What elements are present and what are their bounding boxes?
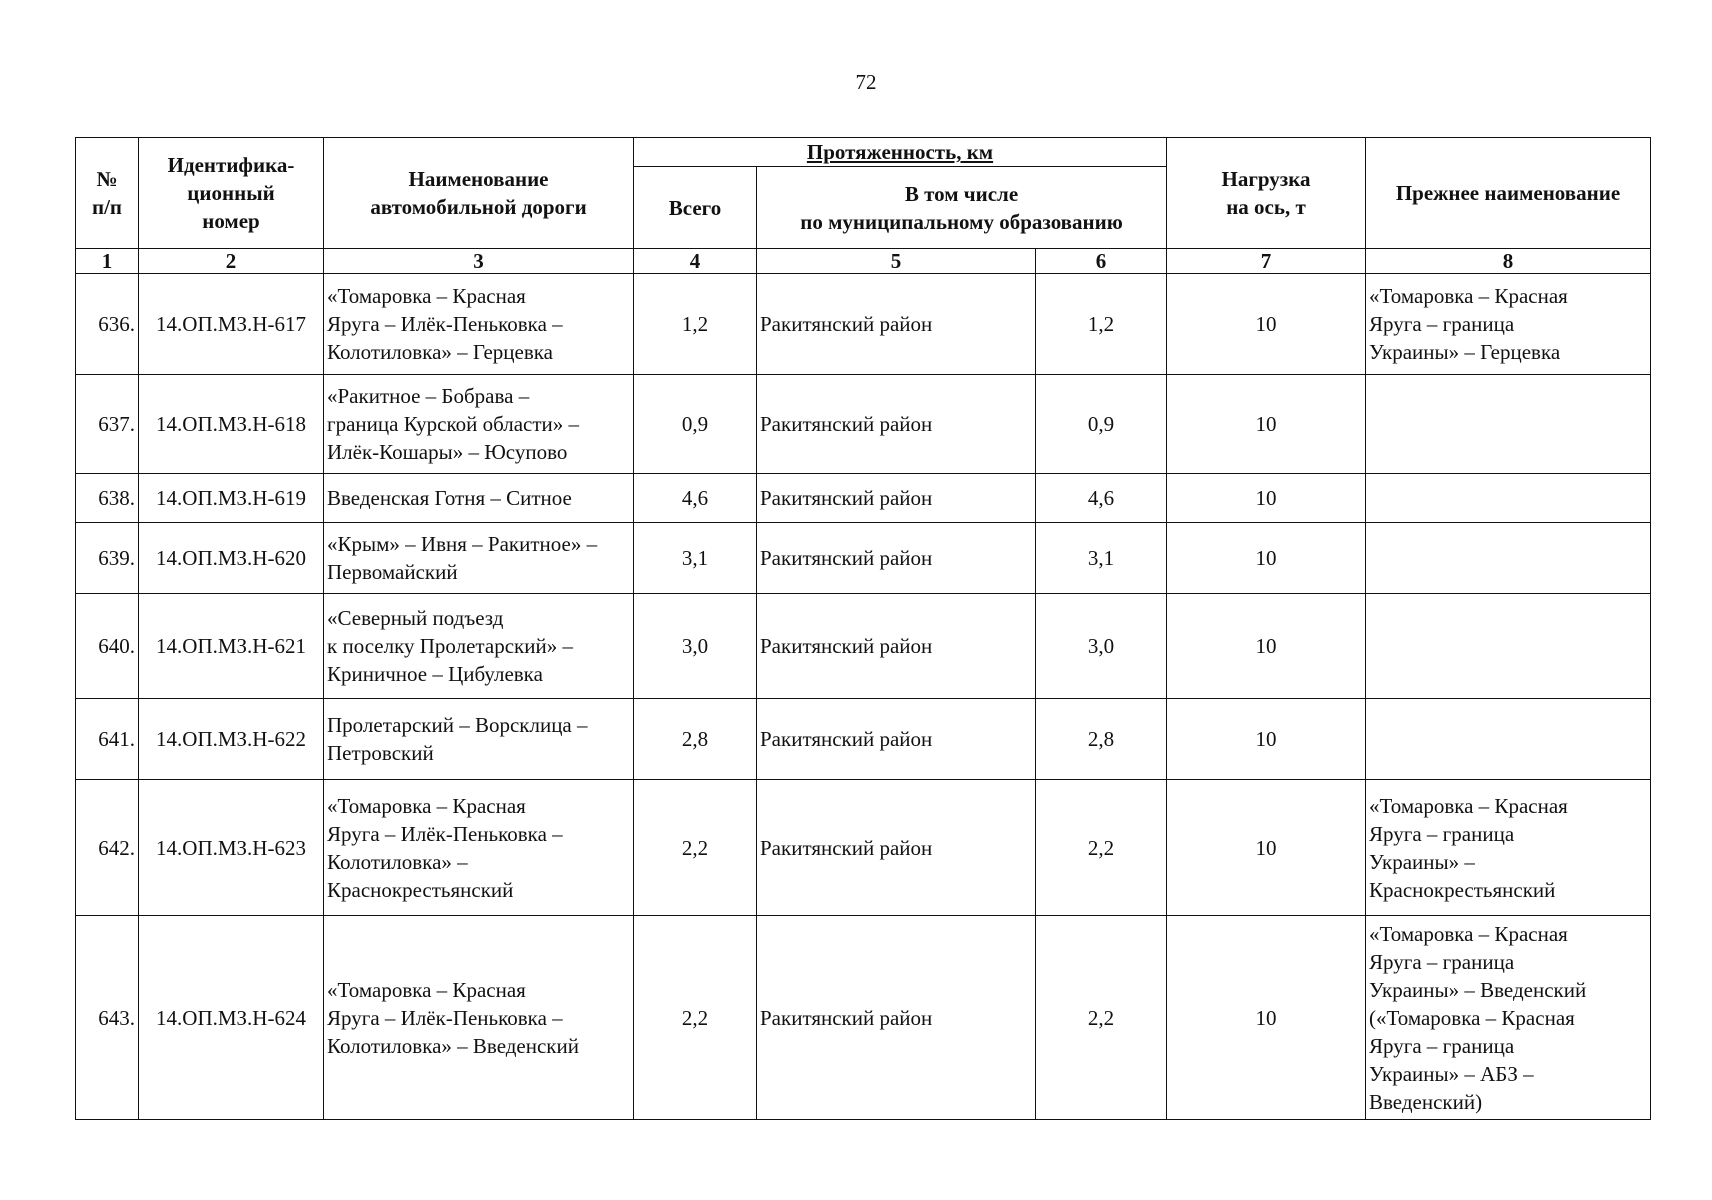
header-num: № п/п	[76, 138, 139, 249]
row-number: 642.	[76, 780, 139, 916]
length-total: 0,9	[634, 375, 757, 474]
previous-name	[1366, 474, 1651, 523]
axle-load: 10	[1167, 699, 1366, 780]
road-id: 14.ОП.МЗ.Н-623	[139, 780, 324, 916]
axle-load: 10	[1167, 474, 1366, 523]
road-name: Введенская Готня – Ситное	[324, 474, 634, 523]
row-number: 643.	[76, 916, 139, 1120]
road-name: «Томаровка – Красная Яруга – Илёк-Пеньковка – Колотиловка» – Герцевка	[324, 274, 634, 375]
road-name: «Томаровка – Красная Яруга – Илёк-Пеньковка – Колотиловка» – Введенский	[324, 916, 634, 1120]
row-number: 636.	[76, 274, 139, 375]
table-row	[76, 375, 1651, 474]
column-number: 3	[324, 249, 634, 274]
road-name: «Северный подъезд к поселку Пролетарский» – Криничное – Цибулевка	[324, 594, 634, 699]
length-total: 1,2	[634, 274, 757, 375]
header-total: Всего	[634, 167, 757, 249]
municipality: Ракитянский район	[757, 699, 1036, 780]
table-row	[76, 780, 1651, 916]
header-municipal: В том числе по муниципальному образованию	[757, 167, 1167, 249]
column-number: 7	[1167, 249, 1366, 274]
municipal-length: 2,2	[1036, 916, 1167, 1120]
previous-name	[1366, 523, 1651, 594]
municipality: Ракитянский район	[757, 523, 1036, 594]
length-total: 2,2	[634, 780, 757, 916]
municipal-length: 0,9	[1036, 375, 1167, 474]
length-total: 3,0	[634, 594, 757, 699]
road-name: «Ракитное – Бобрава – граница Курской области» – Илёк-Кошары» – Юсупово	[324, 375, 634, 474]
row-number: 641.	[76, 699, 139, 780]
length-total: 4,6	[634, 474, 757, 523]
municipal-length: 2,8	[1036, 699, 1167, 780]
municipality: Ракитянский район	[757, 594, 1036, 699]
table-row	[76, 523, 1651, 594]
row-number: 637.	[76, 375, 139, 474]
length-total: 2,2	[634, 916, 757, 1120]
header-previous: Прежнее наименование	[1366, 138, 1651, 249]
table-row	[76, 274, 1651, 375]
municipality: Ракитянский район	[757, 274, 1036, 375]
header-length-group: Протяженность, км	[634, 138, 1167, 167]
municipality: Ракитянский район	[757, 375, 1036, 474]
municipal-length: 2,2	[1036, 780, 1167, 916]
road-name: «Крым» – Ивня – Ракитное» – Первомайский	[324, 523, 634, 594]
length-total: 3,1	[634, 523, 757, 594]
previous-name	[1366, 375, 1651, 474]
column-number: 4	[634, 249, 757, 274]
axle-load: 10	[1167, 523, 1366, 594]
header-id: Идентифика- ционный номер	[139, 138, 324, 249]
road-id: 14.ОП.МЗ.Н-622	[139, 699, 324, 780]
header-load: Нагрузка на ось, т	[1167, 138, 1366, 249]
axle-load: 10	[1167, 594, 1366, 699]
previous-name: «Томаровка – Красная Яруга – граница Украины» – Герцевка	[1366, 274, 1651, 375]
municipal-length: 1,2	[1036, 274, 1167, 375]
previous-name	[1366, 594, 1651, 699]
road-id: 14.ОП.МЗ.Н-621	[139, 594, 324, 699]
row-number: 639.	[76, 523, 139, 594]
table-row	[76, 594, 1651, 699]
road-id: 14.ОП.МЗ.Н-624	[139, 916, 324, 1120]
road-name: «Томаровка – Красная Яруга – Илёк-Пеньковка – Колотиловка» – Краснокрестьянский	[324, 780, 634, 916]
previous-name	[1366, 699, 1651, 780]
page-number: 72	[855, 70, 877, 94]
roads-table	[75, 137, 1651, 1120]
column-number: 6	[1036, 249, 1167, 274]
municipality: Ракитянский район	[757, 780, 1036, 916]
row-number: 638.	[76, 474, 139, 523]
municipal-length: 3,1	[1036, 523, 1167, 594]
municipality: Ракитянский район	[757, 474, 1036, 523]
axle-load: 10	[1167, 916, 1366, 1120]
length-total: 2,8	[634, 699, 757, 780]
road-id: 14.ОП.МЗ.Н-620	[139, 523, 324, 594]
axle-load: 10	[1167, 375, 1366, 474]
road-id: 14.ОП.МЗ.Н-619	[139, 474, 324, 523]
column-number: 1	[76, 249, 139, 274]
table-row	[76, 916, 1651, 1120]
axle-load: 10	[1167, 274, 1366, 375]
previous-name: «Томаровка – Красная Яруга – граница Украины» – Введенский («Томаровка – Красная Яруга – граница Украины» – АБЗ – Введенский)	[1366, 916, 1651, 1120]
road-id: 14.ОП.МЗ.Н-617	[139, 274, 324, 375]
municipality: Ракитянский район	[757, 916, 1036, 1120]
road-id: 14.ОП.МЗ.Н-618	[139, 375, 324, 474]
road-name: Пролетарский – Ворсклица – Петровский	[324, 699, 634, 780]
column-number: 2	[139, 249, 324, 274]
municipal-length: 4,6	[1036, 474, 1167, 523]
header-name: Наименование автомобильной дороги	[324, 138, 634, 249]
previous-name: «Томаровка – Красная Яруга – граница Украины» – Краснокрестьянский	[1366, 780, 1651, 916]
municipal-length: 3,0	[1036, 594, 1167, 699]
column-number: 5	[757, 249, 1036, 274]
axle-load: 10	[1167, 780, 1366, 916]
row-number: 640.	[76, 594, 139, 699]
table-row	[76, 699, 1651, 780]
table-row	[76, 474, 1651, 523]
column-number: 8	[1366, 249, 1651, 274]
